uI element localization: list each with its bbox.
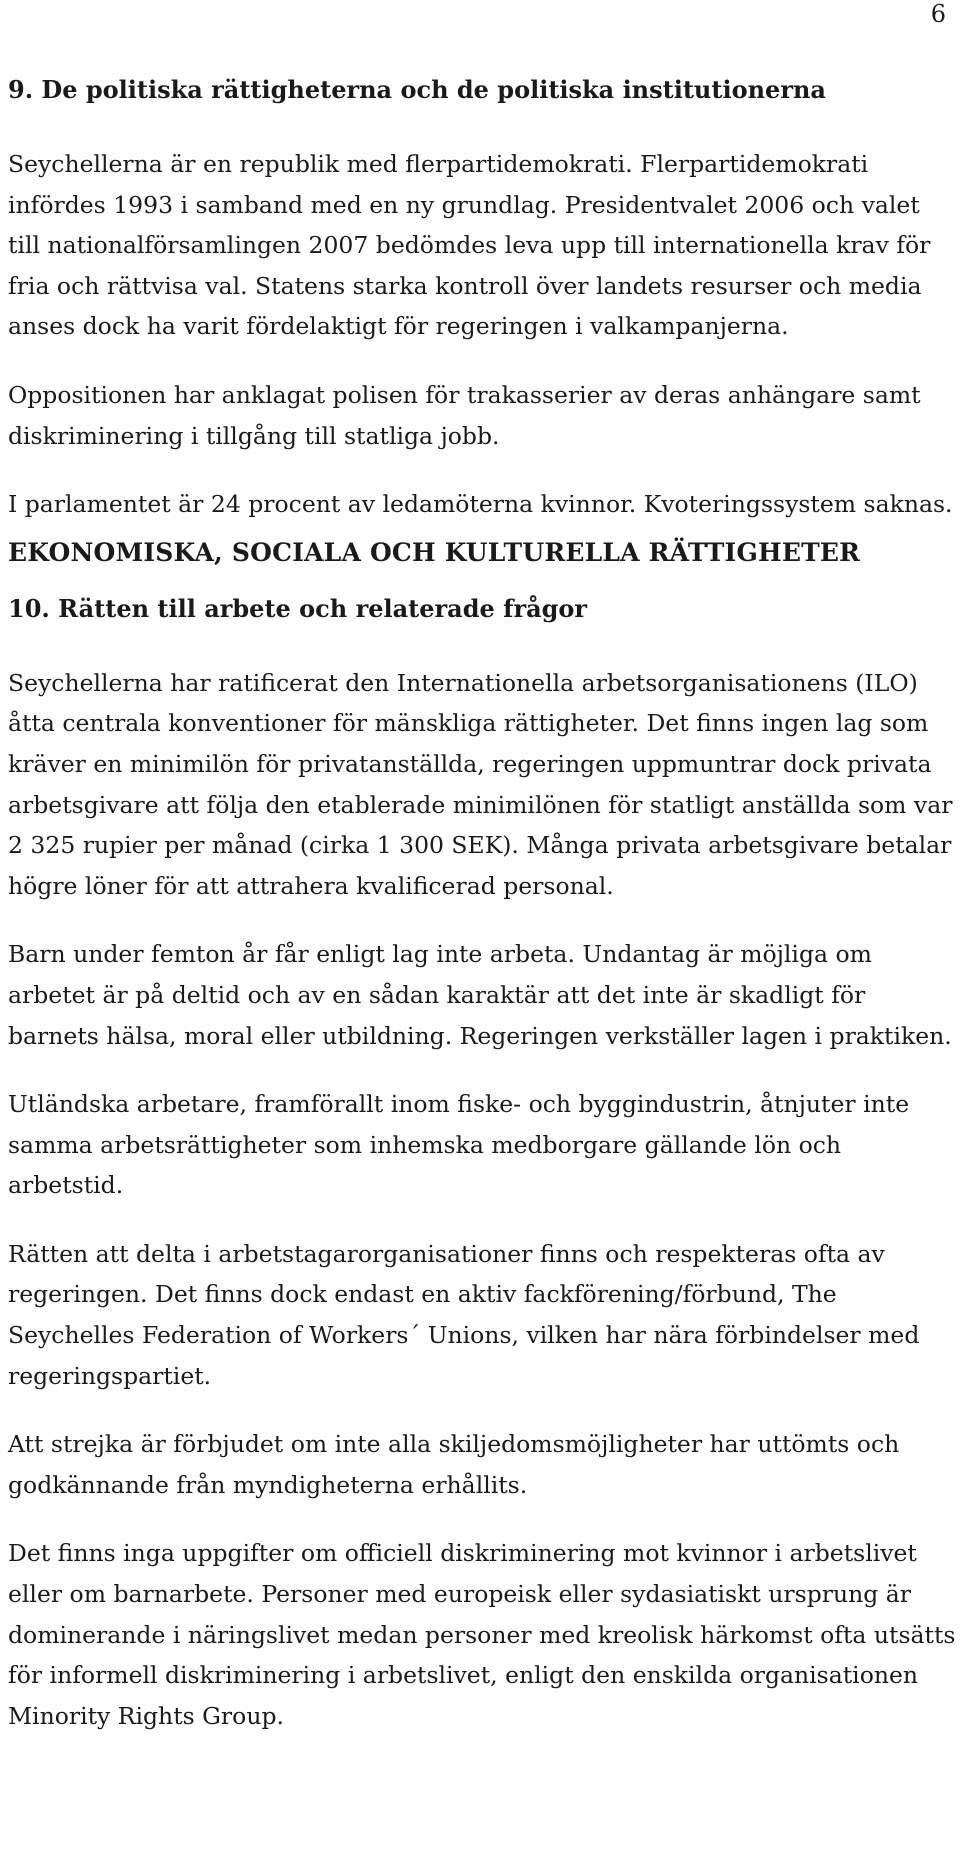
page-number: 6 [930, 0, 946, 28]
paragraph-foreign-workers: Utländska arbetare, framförallt inom fiske- och byggindustrin, åtnjuter inte samma arbetsrättigheter som inhemska medborgare gällande lön och arbetstid. [8, 1090, 910, 1200]
paragraph-parliament-women: I parlamentet är 24 procent av ledamöterna kvinnor. Kvoteringssystem saknas. [8, 490, 953, 519]
document-body [8, 70, 958, 1736]
paragraph-child-labour: Barn under femton år får enligt lag inte arbeta. Undantag är möjliga om arbetet är på deltid och av en sådan karaktär att det inte är skadligt för barnets hälsa, moral eller utbildning. Regeringen verkställer lagen i praktiken. [8, 940, 952, 1050]
paragraph-discrimination: Det finns inga uppgifter om officiell diskriminering mot kvinnor i arbetslivet eller om barnarbete. Personer med europeisk eller sydasiatiskt ursprung är dominerande i näringslivet medan personer med kreolisk härkomst ofta utsätts för informell diskriminering i arbetslivet, enligt den enskilda organisationen Minority Rights Group. [8, 1539, 956, 1730]
paragraph-political-system: Seychellerna är en republik med flerpartidemokrati. Flerpartidemokrati infördes 1993 i samband med en ny grundlag. Presidentvalet 2006 och valet till nationalförsamlingen 2007 bedömdes leva upp till internationella krav för fria och rättvisa val. Statens starka kontroll över landets resurser och media anses dock ha varit fördelaktigt för regeringen i valkampanjerna. [8, 150, 931, 341]
paragraph-trade-unions: Rätten att delta i arbetstagarorganisationer finns och respekteras ofta av regeringen. Det finns dock endast en aktiv fackförening/förbund, The Seychelles Federation of Workers´ Unions, vilken har nära förbindelser med regeringspartiet. [8, 1239, 920, 1390]
section-title-ecosoc: EKONOMISKA, SOCIALA OCH KULTURELLA RÄTTIGHETER [8, 537, 861, 567]
paragraph-opposition: Oppositionen har anklagat polisen för trakasserier av deras anhängare samt diskriminering i tillgång till statliga jobb. [8, 380, 921, 450]
paragraph-strike: Att strejka är förbjudet om inte alla skiljedomsmöjligheter har uttömts och godkännande från myndigheterna erhållits. [8, 1430, 900, 1499]
heading-section-9: 9. De politiska rättigheterna och de politiska institutionerna [8, 75, 826, 104]
heading-section-10: 10. Rätten till arbete och relaterade frågor [8, 593, 588, 623]
paragraph-ilo-minimum-wage: Seychellerna har ratificerat den Internationella arbetsorganisationens (ILO) åtta centrala konventioner för mänskliga rättigheter. Det finns ingen lag som kräver en minimilön för privatanställda, regeringen uppmuntrar dock privata arbetsgivare att följa den etablerade minimilönen för statligt anställda som var 2 325 rupier per månad (cirka 1 300 SEK). Många privata arbetsgivare betalar högre löner för att attrahera kvalificerad personal. [8, 668, 953, 900]
